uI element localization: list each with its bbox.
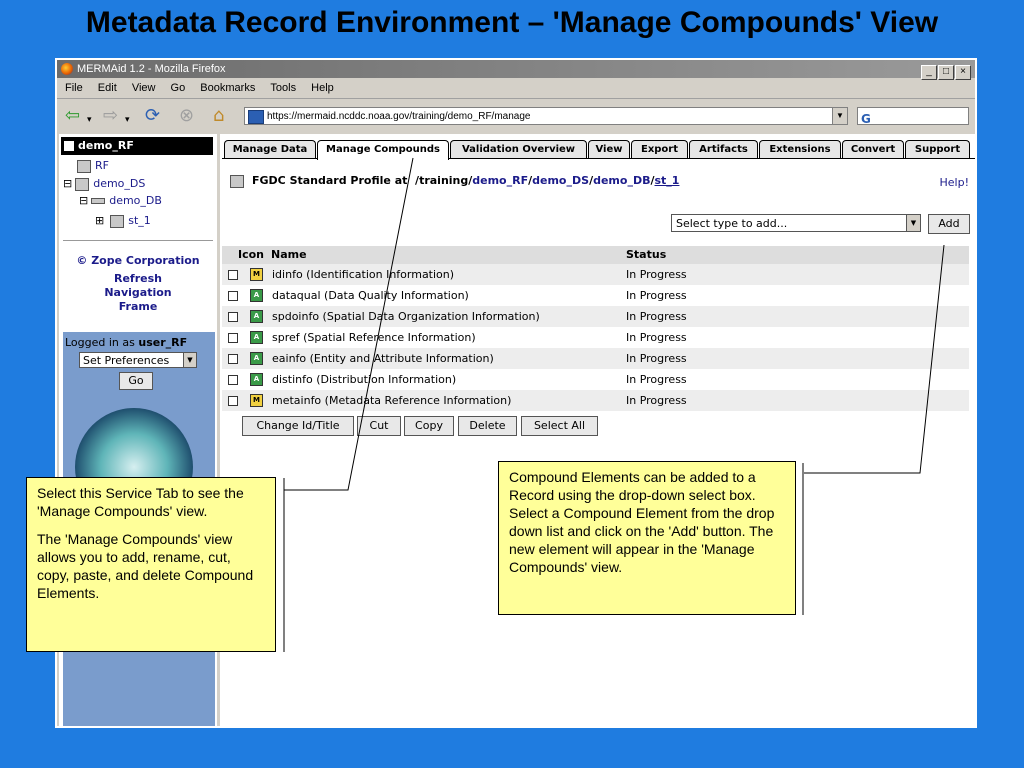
column-icon: Icon xyxy=(238,248,265,261)
maximize-button[interactable]: □ xyxy=(938,65,954,80)
window-title: MERMAid 1.2 - Mozilla Firefox xyxy=(77,63,226,75)
row-status: In Progress xyxy=(626,331,687,344)
folder-icon xyxy=(64,141,74,151)
callout-text: Select this Service Tab to see the 'Manage Compounds' view. xyxy=(37,485,244,519)
tab-manage-compounds[interactable]: Manage Compounds xyxy=(317,140,449,160)
main-panel xyxy=(222,134,975,726)
table-row xyxy=(222,369,969,390)
tab-manage-data[interactable]: Manage Data xyxy=(224,140,316,158)
tree-item-rf[interactable] xyxy=(77,159,109,173)
callout-add-compound xyxy=(498,461,796,615)
go-button[interactable]: Go xyxy=(119,372,153,390)
table-row xyxy=(222,327,969,348)
profile-path: FGDC Standard Profile at /training/demo_RF/demo_DS/demo_DB/st_1 xyxy=(230,174,679,188)
google-icon: G xyxy=(861,112,871,126)
column-name: Name xyxy=(271,248,307,261)
back-icon[interactable]: ⇦ xyxy=(65,105,81,126)
tab-export[interactable]: Export xyxy=(631,140,688,158)
row-name-link[interactable]: spref (Spatial Reference Information) xyxy=(272,331,476,344)
refresh-link-line2[interactable]: Navigation xyxy=(104,286,172,299)
standard-icon xyxy=(230,175,244,188)
table-row xyxy=(222,390,969,411)
dataset-icon xyxy=(75,178,89,191)
copy-button[interactable]: Copy xyxy=(404,416,454,436)
profile-label: FGDC Standard Profile at xyxy=(252,174,408,187)
window-controls xyxy=(920,62,971,80)
path-link-demo-rf[interactable]: demo_RF xyxy=(472,174,529,187)
close-button[interactable]: × xyxy=(955,65,971,80)
cut-button[interactable]: Cut xyxy=(357,416,401,436)
row-status: In Progress xyxy=(626,394,687,407)
service-tabs xyxy=(222,140,975,159)
menu-file[interactable]: File xyxy=(65,82,83,94)
row-checkbox[interactable] xyxy=(228,291,238,301)
search-box[interactable] xyxy=(857,107,969,125)
add-type-select[interactable] xyxy=(671,214,921,232)
row-checkbox[interactable] xyxy=(228,354,238,364)
tab-extensions[interactable]: Extensions xyxy=(759,140,841,158)
compound-icon: M xyxy=(250,394,263,407)
database-icon xyxy=(91,198,105,204)
tree-item-label: demo_DS xyxy=(93,177,146,190)
collapse-icon[interactable]: ⊟ xyxy=(79,194,89,207)
row-name-link[interactable]: eainfo (Entity and Attribute Information) xyxy=(272,352,494,365)
forward-dropdown-icon[interactable]: ▾ xyxy=(125,115,130,125)
chevron-down-icon[interactable]: ▼ xyxy=(906,215,920,231)
compound-icon: A xyxy=(250,373,263,386)
chevron-down-icon[interactable]: ▼ xyxy=(832,108,847,124)
menu-view[interactable]: View xyxy=(131,82,156,94)
row-name-link[interactable]: idinfo (Identification Information) xyxy=(272,268,455,281)
path-prefix: /training/ xyxy=(415,174,473,187)
path-link-demo-ds[interactable]: demo_DS xyxy=(532,174,590,187)
row-checkbox[interactable] xyxy=(228,375,238,385)
row-checkbox[interactable] xyxy=(228,396,238,406)
forward-icon[interactable]: ⇨ xyxy=(103,105,119,126)
help-link[interactable]: Help! xyxy=(939,176,969,189)
sidebar-root[interactable] xyxy=(61,137,213,155)
compound-icon: A xyxy=(250,331,263,344)
row-status: In Progress xyxy=(626,289,687,302)
add-type-select-value: Select type to add... xyxy=(676,217,788,230)
url-text: https://mermaid.ncddc.noaa.gov/training/demo_RF/manage xyxy=(267,111,531,122)
menu-tools[interactable]: Tools xyxy=(270,82,297,94)
tree-item-label: st_1 xyxy=(128,214,151,227)
back-dropdown-icon[interactable]: ▾ xyxy=(87,115,92,125)
tab-convert[interactable]: Convert xyxy=(842,140,904,158)
compound-icon: A xyxy=(250,352,263,365)
reload-icon[interactable]: ⟳ xyxy=(145,105,161,126)
address-bar[interactable] xyxy=(244,107,848,125)
record-icon xyxy=(77,160,91,173)
compound-icon: A xyxy=(250,289,263,302)
tree-item-st-1[interactable] xyxy=(95,214,151,228)
firefox-icon xyxy=(61,63,73,75)
preferences-select-value: Set Preferences xyxy=(83,354,170,367)
tab-validation-overview[interactable]: Validation Overview xyxy=(450,140,587,158)
logged-in-label: Logged in as xyxy=(65,336,135,349)
table-row xyxy=(222,348,969,369)
tree-item-label: RF xyxy=(95,159,109,172)
slide-title: Metadata Record Environment – 'Manage Compounds' View xyxy=(85,6,939,39)
table-header xyxy=(222,246,969,264)
row-status: In Progress xyxy=(626,352,687,365)
row-status: In Progress xyxy=(626,310,687,323)
table-row xyxy=(222,306,969,327)
callout-manage-compounds-tab xyxy=(26,477,276,652)
compound-icon: M xyxy=(250,268,263,281)
tree-item-label: demo_DB xyxy=(109,194,162,207)
tree-item-demo-db[interactable] xyxy=(79,194,162,207)
zope-corporation-link[interactable]: © Zope Corporation xyxy=(76,254,200,267)
row-name-link[interactable]: distinfo (Distribution Information) xyxy=(272,373,457,386)
change-id-title-button[interactable]: Change Id/Title xyxy=(242,416,354,436)
collapse-icon[interactable]: ⊟ xyxy=(63,177,73,190)
compound-icon: A xyxy=(250,310,263,323)
row-checkbox[interactable] xyxy=(228,312,238,322)
path-link-st-1[interactable]: st_1 xyxy=(654,174,680,187)
menu-bar xyxy=(57,79,975,97)
row-status: In Progress xyxy=(626,268,687,281)
menu-go[interactable]: Go xyxy=(170,82,186,94)
menu-bookmarks[interactable]: Bookmarks xyxy=(200,82,256,94)
row-status: In Progress xyxy=(626,373,687,386)
navigation-toolbar xyxy=(57,98,975,133)
table-row xyxy=(222,285,969,306)
minimize-button[interactable]: _ xyxy=(921,65,937,80)
standard-icon xyxy=(110,215,124,228)
refresh-link-line3[interactable]: Frame xyxy=(118,300,158,313)
menu-edit[interactable]: Edit xyxy=(97,82,117,94)
site-favicon xyxy=(248,110,264,124)
username: user_RF xyxy=(138,336,188,349)
row-checkbox[interactable] xyxy=(228,333,238,343)
sidebar-root-label: demo_RF xyxy=(78,139,134,152)
tab-view[interactable]: View xyxy=(588,140,630,158)
row-name-link[interactable]: metainfo (Metadata Reference Information) xyxy=(272,394,512,407)
login-status xyxy=(65,336,215,349)
tab-support[interactable]: Support xyxy=(905,140,970,158)
tab-artifacts[interactable]: Artifacts xyxy=(689,140,758,158)
select-all-button[interactable]: Select All xyxy=(521,416,598,436)
row-name-link[interactable]: dataqual (Data Quality Information) xyxy=(272,289,469,302)
window-titlebar xyxy=(57,60,975,78)
callout-text: Compound Elements can be added to a Record using the drop-down select box. Select a Compound Element from the drop down list and click on the 'Add' button. The new element will appear in the 'Manage Compounds' view. xyxy=(509,469,775,575)
add-button[interactable]: Add xyxy=(928,214,970,234)
chevron-down-icon[interactable]: ▼ xyxy=(183,353,196,367)
tree-item-demo-ds[interactable] xyxy=(63,177,145,191)
path-link-demo-db[interactable]: demo_DB xyxy=(593,174,651,187)
refresh-link-line1[interactable]: Refresh xyxy=(114,272,162,285)
column-status: Status xyxy=(626,248,667,261)
row-name-link[interactable]: spdoinfo (Spatial Data Organization Information) xyxy=(272,310,540,323)
row-checkbox[interactable] xyxy=(228,270,238,280)
stop-icon[interactable]: ⊗ xyxy=(179,105,195,126)
sidebar-divider xyxy=(63,240,213,241)
callout-text: The 'Manage Compounds' view allows you to add, rename, cut, copy, paste, and delete Compound Elements. xyxy=(37,531,254,601)
menu-help[interactable]: Help xyxy=(311,82,334,94)
home-icon[interactable]: ⌂ xyxy=(213,105,225,126)
preferences-select[interactable] xyxy=(79,352,197,368)
table-row xyxy=(222,264,969,285)
expand-icon[interactable]: ⊞ xyxy=(95,214,105,227)
delete-button[interactable]: Delete xyxy=(458,416,517,436)
